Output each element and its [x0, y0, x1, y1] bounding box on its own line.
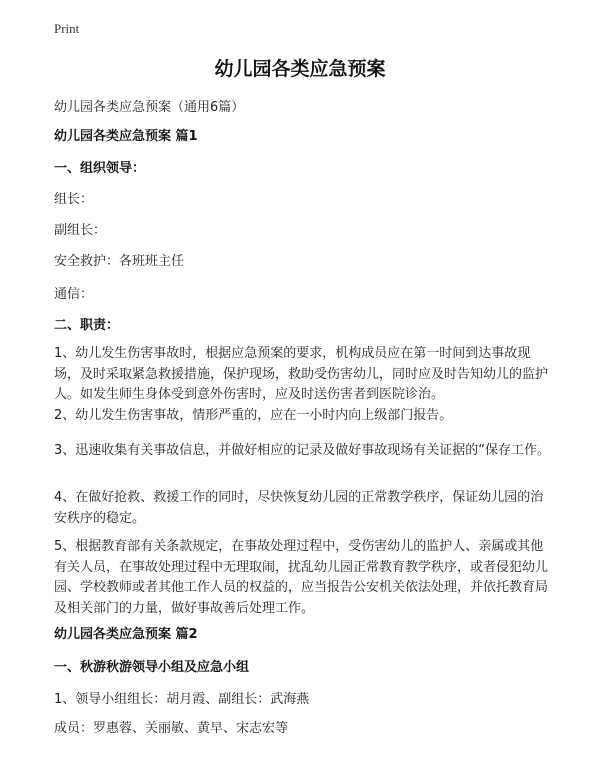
members-line: 成员：罗惠蓉、关丽敏、黄早、宋志宏等 — [54, 721, 289, 736]
group-heading: 一、秋游秋游领导小组及应急小组 — [54, 660, 250, 675]
comm-line: 通信： — [54, 287, 94, 302]
section-heading: 幼儿园各类应急预案 篇1 — [54, 129, 198, 144]
subtitle: 幼儿园各类应急预案（通用6篇） — [54, 100, 245, 115]
page-title: 幼儿园各类应急预案 — [214, 58, 386, 80]
duties-heading: 二、职责： — [54, 318, 120, 333]
print-link[interactable]: Print — [54, 21, 80, 36]
duty-paragraph: 3、迅速收集有关事故信息，并做好相应的记录及做好事故现场有关证据的“保存工作。 — [54, 443, 551, 458]
leaders-line: 1、领导小组组长：胡月霞、副组长：武海燕 — [54, 692, 310, 707]
deputy-line: 副组长： — [54, 223, 107, 238]
duty-paragraph: 4、在做好抢救、救援工作的同时，尽快恢复幼儿园的正常教学秩序，保证幼儿园的治安秩序的稳定。 — [54, 490, 544, 526]
org-heading: 一、组织领导： — [54, 161, 146, 176]
duty-paragraph: 2、幼儿发生伤害事故，情形严重的，应在一小时内向上级部门报告。 — [54, 408, 453, 423]
safety-line: 安全救护：各班班主任 — [54, 254, 185, 269]
duty-paragraph: 5、根据教育部有关条款规定，在事故处理过程中，受伤害幼儿的监护人、亲属或其他有关人员，在事故处理过程中无理取闹，扰乱幼儿园正常教育教学秩序，或者侵犯幼儿园、学校教师或者其他工作人员的权益的，应当报告公安机关依法处理，并依托教育局及相关部门的力量，做好事故善后处理工作。 — [54, 539, 549, 616]
duty-paragraph: 1、幼儿发生伤害事故时，根据应急预案的要求，机构成员应在第一时间到达事故现场，及时采取紧急救援措施，保护现场，救助受伤害幼儿，同时应及时告知幼儿的监护人。如发生师生身体受到意外伤害时，应及时送伤害者到医院诊治。 — [54, 346, 549, 402]
leader-line: 组长： — [54, 192, 94, 207]
section-heading: 幼儿园各类应急预案 篇2 — [54, 627, 198, 642]
